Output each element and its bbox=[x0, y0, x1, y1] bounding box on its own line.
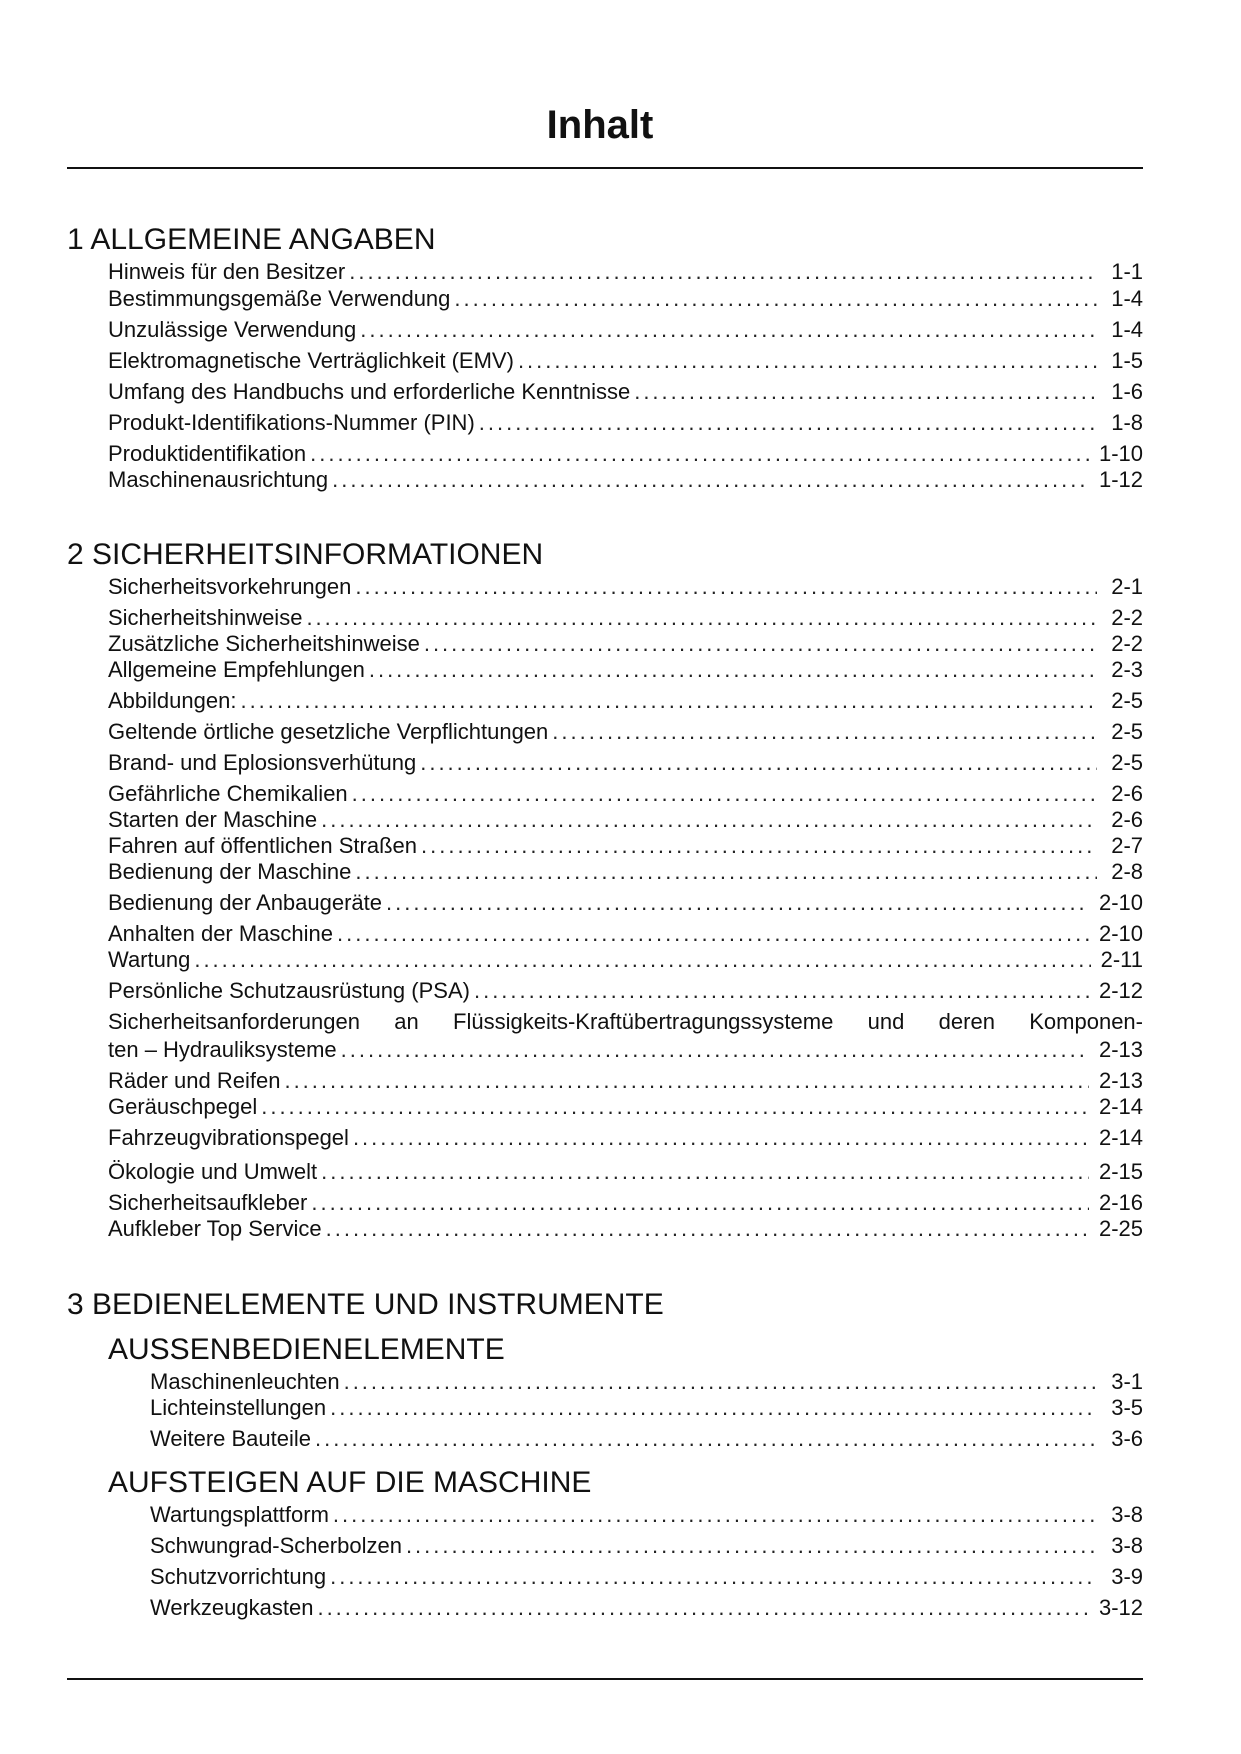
toc-entry-label: Geräuschpegel bbox=[108, 1094, 258, 1119]
toc-entry-page: 1-12 bbox=[1098, 467, 1143, 492]
leader-dots bbox=[330, 1394, 1097, 1422]
toc-entry[interactable] bbox=[108, 832, 1143, 860]
toc-entry-page: 2-14 bbox=[1098, 1094, 1143, 1119]
leader-dots bbox=[326, 1215, 1089, 1243]
toc-entry-label: Weitere Bauteile bbox=[150, 1426, 312, 1451]
toc-entry-page: 1-1 bbox=[1111, 259, 1143, 284]
toc-entry[interactable] bbox=[108, 1124, 1143, 1152]
leader-dots bbox=[337, 920, 1089, 948]
leader-dots bbox=[386, 889, 1089, 917]
toc-entry[interactable] bbox=[150, 1394, 1143, 1422]
leader-dots bbox=[332, 466, 1089, 494]
toc-entry[interactable] bbox=[108, 258, 1143, 286]
toc-entry-label: Abbildungen: bbox=[108, 688, 237, 713]
toc-entry-label: Bestimmungsgemäße Verwendung bbox=[108, 286, 451, 311]
toc-entry-label: Unzulässige Verwendung bbox=[108, 317, 357, 342]
toc-entry[interactable] bbox=[108, 1215, 1143, 1243]
leader-dots bbox=[341, 1036, 1089, 1064]
toc-entry-label: Brand- und Eplosionsverhütung bbox=[108, 750, 417, 775]
toc-entry-page: 1-5 bbox=[1111, 348, 1143, 373]
toc-entry-label: Fahrzeugvibrationspegel bbox=[108, 1125, 349, 1150]
leader-dots bbox=[355, 858, 1097, 886]
toc-entry[interactable] bbox=[150, 1594, 1143, 1622]
leader-dots bbox=[479, 409, 1097, 437]
leader-dots bbox=[344, 1368, 1097, 1396]
toc-entry[interactable] bbox=[108, 604, 1143, 632]
toc-entry[interactable] bbox=[150, 1563, 1143, 1591]
toc-entry[interactable] bbox=[108, 573, 1143, 601]
toc-entry-page: 3-9 bbox=[1111, 1564, 1143, 1589]
toc-entry-label: Sicherheitsvorkehrungen bbox=[108, 574, 352, 599]
toc-entry[interactable] bbox=[108, 977, 1143, 1005]
toc-entry[interactable] bbox=[108, 687, 1143, 715]
subchapter-heading: AUSSENBEDIENELEMENTE bbox=[108, 1333, 505, 1366]
toc-entry-page: 3-8 bbox=[1111, 1502, 1143, 1527]
toc-entry-label: Persönliche Schutzausrüstung (PSA) bbox=[108, 978, 470, 1003]
toc-entry[interactable] bbox=[108, 285, 1143, 313]
toc-entry-label-line1: Sicherheitsanforderungen an Flüssigkeits-Kraftübertragungssysteme und deren Komponen- bbox=[108, 1009, 1143, 1034]
toc-entry-page: 1-4 bbox=[1111, 317, 1143, 342]
leader-dots bbox=[474, 977, 1089, 1005]
chapter-1-heading: 1 ALLGEMEINE ANGABEN bbox=[67, 223, 436, 256]
toc-entry-page: 3-8 bbox=[1111, 1533, 1143, 1558]
toc-entry-page: 3-6 bbox=[1111, 1426, 1143, 1451]
leader-dots bbox=[454, 285, 1097, 313]
leader-dots bbox=[321, 1158, 1089, 1186]
leader-dots bbox=[315, 1425, 1097, 1453]
leader-dots bbox=[310, 440, 1089, 468]
leader-dots bbox=[240, 687, 1097, 715]
toc-entry-page: 3-1 bbox=[1111, 1369, 1143, 1394]
toc-entry-label: Gefährliche Chemikalien bbox=[108, 781, 348, 806]
toc-entry[interactable] bbox=[150, 1425, 1143, 1453]
toc-entry[interactable] bbox=[108, 1067, 1143, 1095]
leader-dots bbox=[284, 1067, 1089, 1095]
top-divider bbox=[67, 167, 1143, 169]
toc-entry[interactable] bbox=[108, 378, 1143, 406]
toc-entry[interactable] bbox=[108, 1158, 1143, 1186]
toc-entry-page: 2-5 bbox=[1111, 688, 1143, 713]
toc-entry[interactable] bbox=[108, 858, 1143, 886]
toc-entry-page: 2-10 bbox=[1098, 890, 1143, 915]
toc-entry-page: 3-12 bbox=[1098, 1595, 1143, 1620]
toc-entry-page: 3-5 bbox=[1111, 1395, 1143, 1420]
toc-entry-page: 2-1 bbox=[1111, 574, 1143, 599]
leader-dots bbox=[360, 316, 1097, 344]
toc-entry[interactable] bbox=[108, 409, 1143, 437]
toc-entry-label: Wartung bbox=[108, 947, 191, 972]
leader-dots bbox=[552, 718, 1097, 746]
toc-entry[interactable] bbox=[150, 1368, 1143, 1396]
toc-entry-label: Sicherheitsaufkleber bbox=[108, 1190, 308, 1215]
toc-entry-label: Anhalten der Maschine bbox=[108, 921, 334, 946]
leader-dots bbox=[349, 258, 1097, 286]
toc-entry-page: 2-25 bbox=[1098, 1216, 1143, 1241]
toc-entry-label: Aufkleber Top Service bbox=[108, 1216, 322, 1241]
toc-entry-page: 2-2 bbox=[1111, 605, 1143, 630]
toc-entry-label: Geltende örtliche gesetzliche Verpflichtungen bbox=[108, 719, 549, 744]
leader-dots bbox=[321, 806, 1097, 834]
toc-entry-label: Maschinenleuchten bbox=[150, 1369, 340, 1394]
chapter-2-heading: 2 SICHERHEITSINFORMATIONEN bbox=[67, 538, 544, 571]
toc-entry-label: Räder und Reifen bbox=[108, 1068, 281, 1093]
toc-entry-label: Hinweis für den Besitzer bbox=[108, 259, 346, 284]
toc-entry[interactable] bbox=[108, 1036, 1143, 1064]
toc-entry-label: Fahren auf öffentlichen Straßen bbox=[108, 833, 418, 858]
toc-entry-page: 2-8 bbox=[1111, 859, 1143, 884]
toc-entry-page: 2-5 bbox=[1111, 750, 1143, 775]
page-title: Inhalt bbox=[546, 103, 654, 147]
leader-dots bbox=[424, 630, 1097, 658]
leader-dots bbox=[352, 780, 1097, 808]
toc-entry-label: Allgemeine Empfehlungen bbox=[108, 657, 365, 682]
chapter-3-heading: 3 BEDIENELEMENTE UND INSTRUMENTE bbox=[67, 1288, 664, 1321]
toc-entry-page: 2-3 bbox=[1111, 657, 1143, 682]
toc-entry[interactable] bbox=[108, 946, 1143, 974]
leader-dots bbox=[634, 378, 1097, 406]
toc-entry[interactable] bbox=[108, 780, 1143, 808]
toc-entry-label: Bedienung der Anbaugeräte bbox=[108, 890, 383, 915]
toc-entry-page: 2-14 bbox=[1098, 1125, 1143, 1150]
toc-entry-label: Maschinenausrichtung bbox=[108, 467, 329, 492]
toc-entry-label: Sicherheitshinweise bbox=[108, 605, 303, 630]
toc-entry-label: Umfang des Handbuchs und erforderliche Kenntnisse bbox=[108, 379, 631, 404]
leader-dots bbox=[518, 347, 1097, 375]
toc-entry-label: Schwungrad-Scherbolzen bbox=[150, 1533, 402, 1558]
toc-entry[interactable] bbox=[108, 630, 1143, 658]
toc-entry-page: 2-13 bbox=[1098, 1037, 1143, 1062]
leader-dots bbox=[261, 1093, 1089, 1121]
toc-entry-page: 2-5 bbox=[1111, 719, 1143, 744]
leader-dots bbox=[420, 749, 1097, 777]
toc-entry[interactable] bbox=[108, 1093, 1143, 1121]
leader-dots bbox=[406, 1532, 1097, 1560]
bottom-divider bbox=[67, 1678, 1143, 1680]
toc-entry-label: Starten der Maschine bbox=[108, 807, 318, 832]
leader-dots bbox=[355, 573, 1097, 601]
toc-entry-label: Bedienung der Maschine bbox=[108, 859, 352, 884]
toc-entry-page: 2-2 bbox=[1111, 631, 1143, 656]
toc-entry-label: Wartungsplattform bbox=[150, 1502, 329, 1527]
leader-dots bbox=[311, 1189, 1089, 1217]
toc-entry-page: 2-10 bbox=[1098, 921, 1143, 946]
toc-entry-label: Lichteinstellungen bbox=[150, 1395, 327, 1420]
toc-entry-page: 2-6 bbox=[1111, 781, 1143, 806]
toc-entry[interactable] bbox=[108, 889, 1143, 917]
toc-entry[interactable] bbox=[108, 749, 1143, 777]
toc-entry-page: 1-8 bbox=[1111, 410, 1143, 435]
toc-entry-page: 2-13 bbox=[1098, 1068, 1143, 1093]
toc-entry[interactable] bbox=[108, 920, 1143, 948]
leader-dots bbox=[353, 1124, 1089, 1152]
toc-entry[interactable] bbox=[108, 718, 1143, 746]
toc-entry-page: 2-16 bbox=[1098, 1190, 1143, 1215]
toc-entry[interactable] bbox=[108, 806, 1143, 834]
leader-dots bbox=[369, 656, 1097, 684]
subchapter-heading: AUFSTEIGEN AUF DIE MASCHINE bbox=[108, 1466, 592, 1499]
leader-dots bbox=[421, 832, 1097, 860]
toc-entry-label: Ökologie und Umwelt bbox=[108, 1159, 318, 1184]
leader-dots bbox=[306, 604, 1097, 632]
toc-entry[interactable] bbox=[108, 316, 1143, 344]
toc-entry-page: 1-10 bbox=[1098, 441, 1143, 466]
toc-entry-page: 1-4 bbox=[1111, 286, 1143, 311]
toc-entry-page: 2-12 bbox=[1098, 978, 1143, 1003]
toc-entry-label: Zusätzliche Sicherheitshinweise bbox=[108, 631, 420, 656]
leader-dots bbox=[317, 1594, 1089, 1622]
toc-entry-label: Schutzvorrichtung bbox=[150, 1564, 327, 1589]
toc-entry-page: 2-7 bbox=[1111, 833, 1143, 858]
toc-entry-label: ten – Hydrauliksysteme bbox=[108, 1037, 337, 1062]
toc-entry[interactable] bbox=[150, 1532, 1143, 1560]
toc-entry-label: Werkzeugkasten bbox=[150, 1595, 314, 1620]
leader-dots bbox=[333, 1501, 1097, 1529]
toc-entry[interactable] bbox=[108, 347, 1143, 375]
toc-entry-label: Elektromagnetische Verträglichkeit (EMV) bbox=[108, 348, 514, 373]
toc-entry-label: Produkt-Identifikations-Nummer (PIN) bbox=[108, 410, 475, 435]
leader-dots bbox=[194, 946, 1090, 974]
toc-entry[interactable] bbox=[150, 1501, 1143, 1529]
toc-entry-page: 2-6 bbox=[1111, 807, 1143, 832]
toc-entry-page: 2-11 bbox=[1100, 947, 1143, 972]
toc-entry[interactable] bbox=[108, 656, 1143, 684]
toc-entry-page: 2-15 bbox=[1098, 1159, 1143, 1184]
toc-entry[interactable] bbox=[108, 1189, 1143, 1217]
toc-entry[interactable] bbox=[108, 440, 1143, 468]
toc-entry[interactable] bbox=[108, 466, 1143, 494]
toc-entry-label: Produktidentifikation bbox=[108, 441, 307, 466]
leader-dots bbox=[330, 1563, 1097, 1591]
toc-entry-page: 1-6 bbox=[1111, 379, 1143, 404]
